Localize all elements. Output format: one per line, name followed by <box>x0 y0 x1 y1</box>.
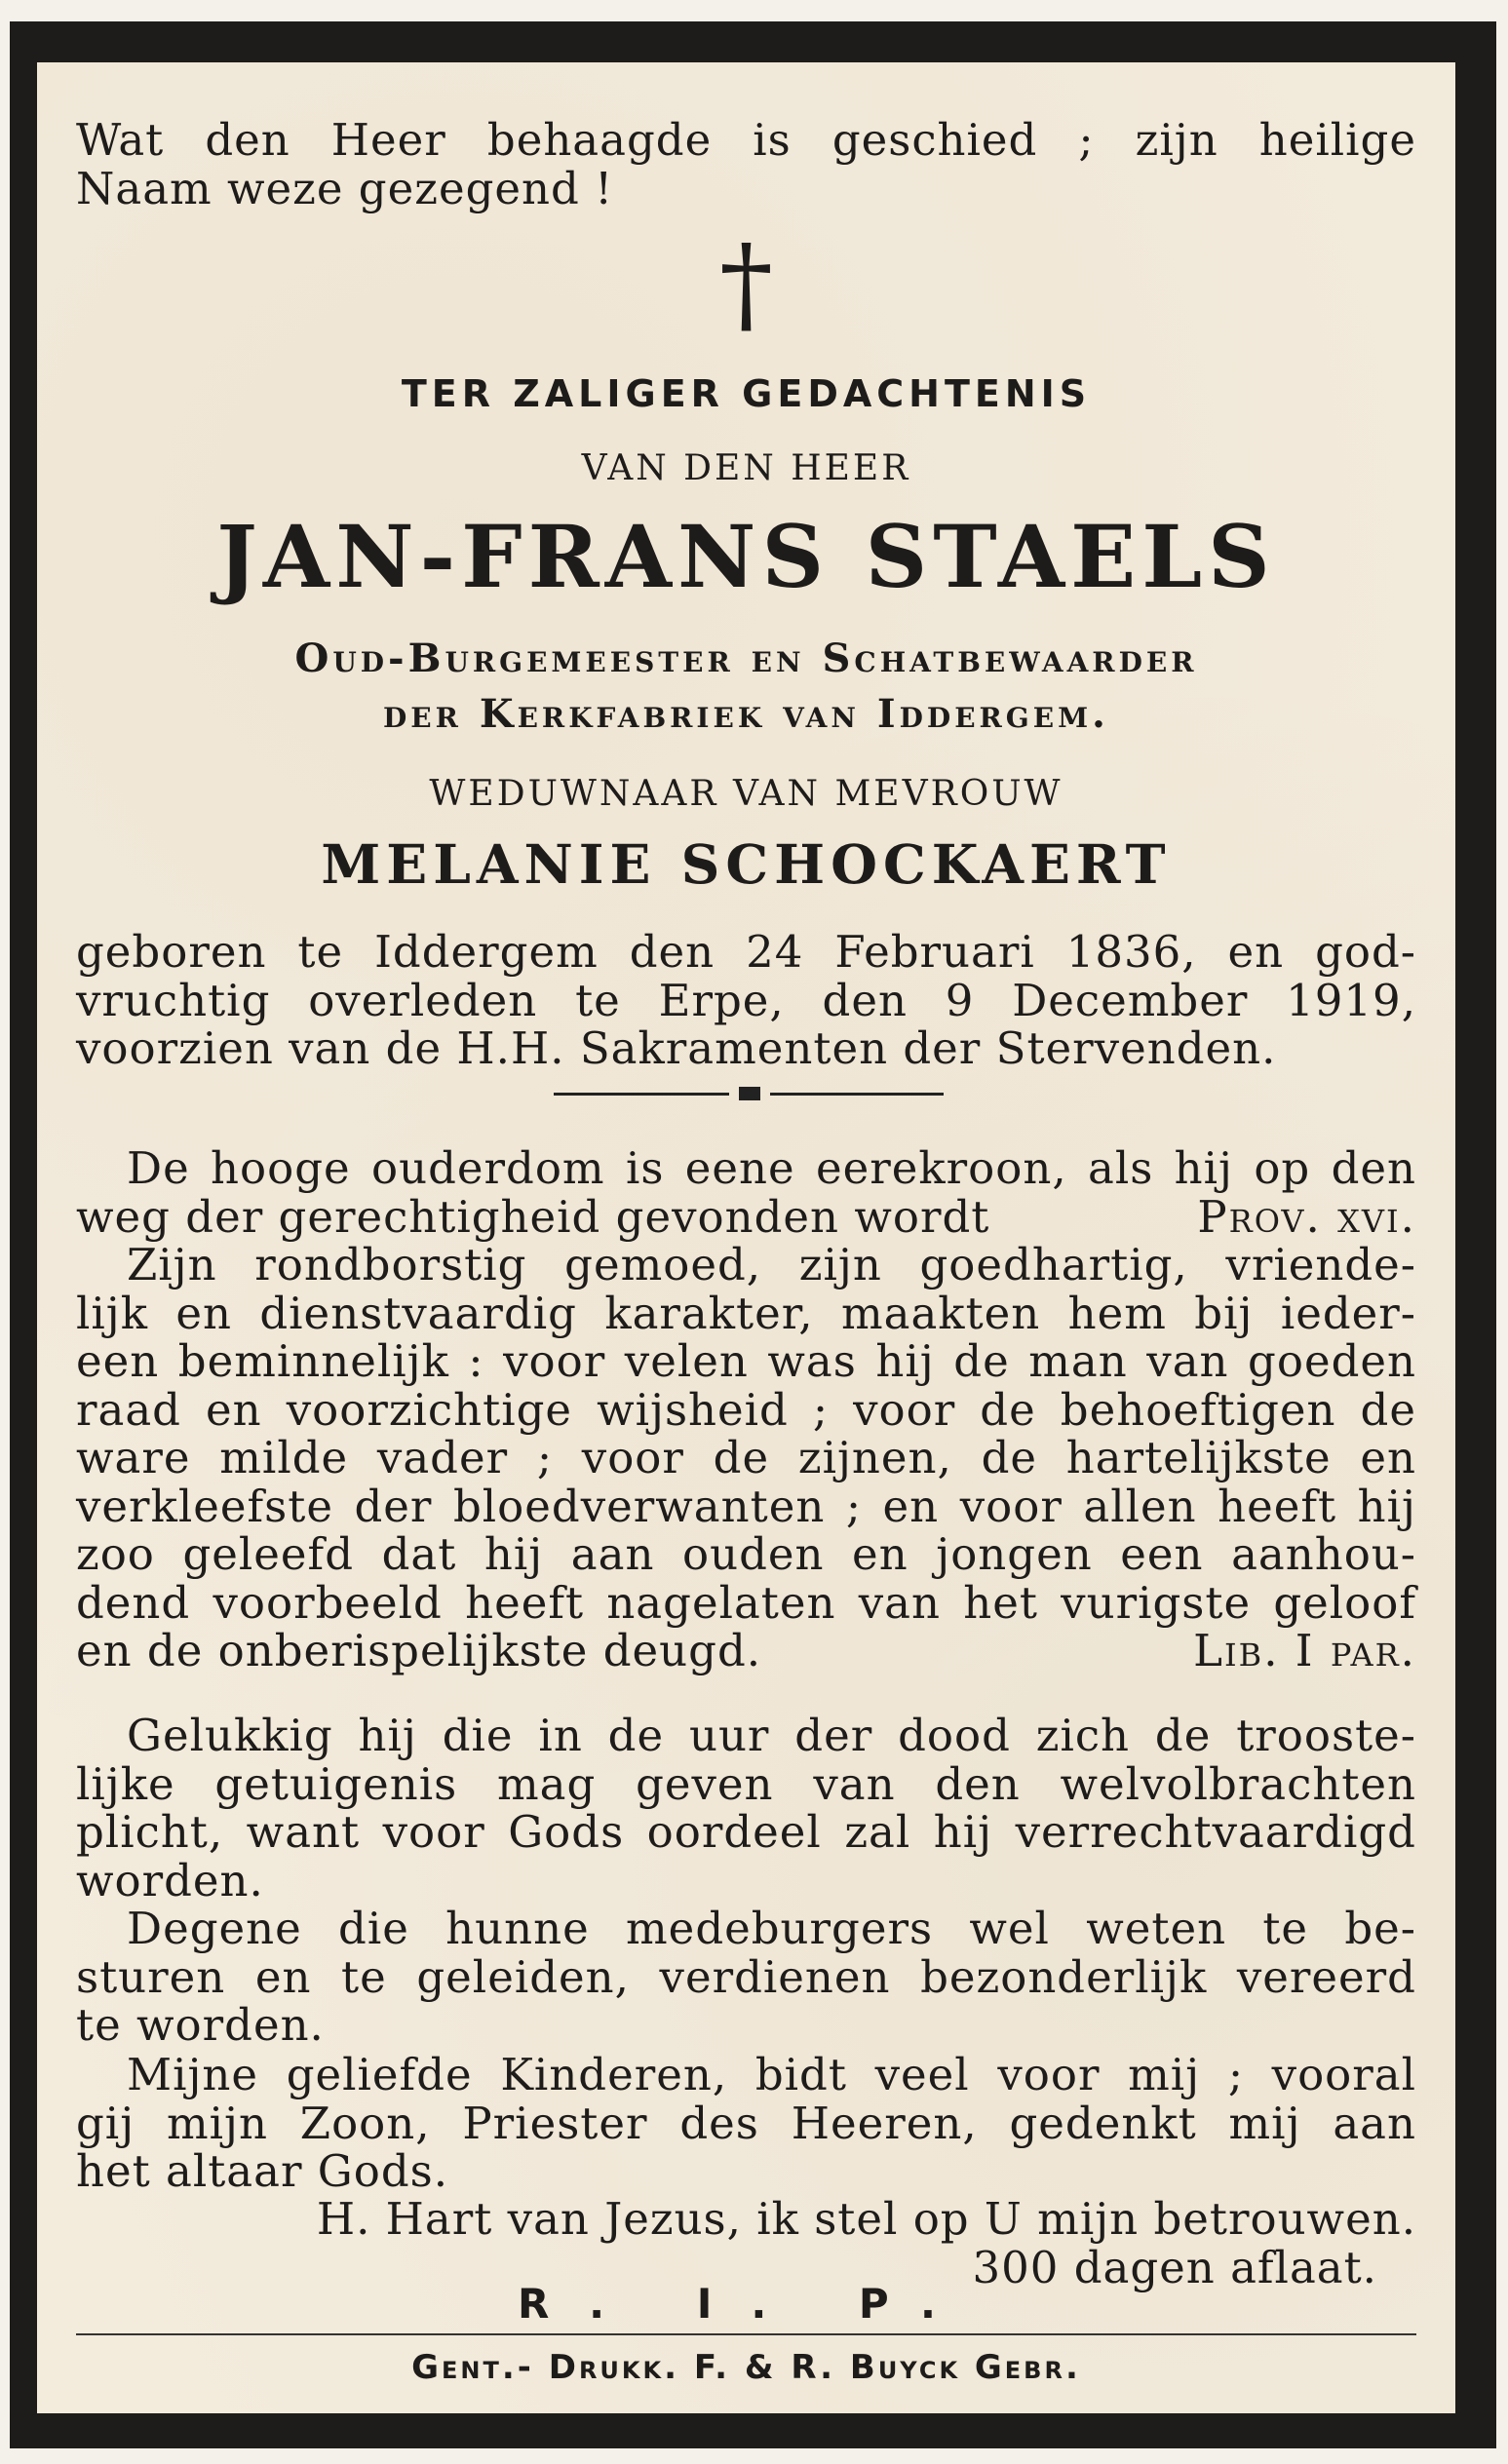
memorial-card <box>10 21 1496 2448</box>
eulogy-line: Zijn rondborstig gemoed, zijn goedhartig, vriende- <box>127 1239 1416 1290</box>
proverb-reference: Prov. xvi. <box>1197 1190 1416 1243</box>
duty-line: Gelukkig hij die in de uur der dood zich de trooste- <box>127 1710 1416 1761</box>
role-line-1: Oud-Burgemeester en Schatbewaarder <box>294 635 1198 681</box>
governors-line: sturen en te geleiden, verdienen bezonderlijk vereerd <box>76 1950 1416 2003</box>
eulogy-last-line: en de onberispelijkste deugd. <box>76 1625 762 1676</box>
prayer-line: H. Hart van Jezus, ik stel op U mijn betrouwen. <box>316 2193 1416 2245</box>
governors-line: Degene die hunne medeburgers wel weten te be- <box>127 1903 1416 1954</box>
deceased-name: JAN-FRANS STAELS <box>216 506 1276 607</box>
divider-dash-right <box>770 1093 944 1096</box>
governors-last-line: te worden. <box>76 1999 325 2051</box>
eulogy-line: verkleefste der bloedverwanten ; en voor allen heeft hij <box>76 1480 1416 1532</box>
footer-rule <box>76 2333 1416 2335</box>
card-paper <box>37 62 1455 2413</box>
proverb-line-2-row <box>76 1190 1416 1243</box>
governors-paragraph <box>76 1905 1416 2050</box>
proverb-line-2: weg der gerechtigheid gevonden wordt <box>76 1190 990 1243</box>
duty-paragraph <box>76 1712 1416 1905</box>
children-line: gij mijn Zoon, Priester des Heeren, gedenkt mij aan <box>76 2097 1416 2149</box>
children-paragraph <box>76 2051 1416 2196</box>
ornament-divider <box>554 1093 944 1097</box>
birth-death-line: vruchtig overleden te Erpe, den 9 December 1919, <box>76 974 1416 1026</box>
birth-death-line: voorzien van de H.H. Sakramenten der Stervenden. <box>76 1022 1277 1074</box>
wife-name: MELANIE SCHOCKAERT <box>321 832 1172 896</box>
of-mister-line: VAN DEN HEER <box>581 448 911 488</box>
children-line: Mijne geliefde Kinderen, bidt veel voor mij ; vooral <box>127 2049 1416 2100</box>
eulogy-line: dend voorbeeld heeft nagelaten van het vurigste geloof <box>76 1576 1416 1629</box>
printer-credit: Gent.- Drukk. F. & R. Buyck Gebr. <box>411 2348 1081 2387</box>
children-last-line: het altaar Gods. <box>76 2145 449 2197</box>
eulogy-reference: Lib. I par. <box>1193 1625 1416 1676</box>
birth-death-text <box>76 928 1416 1073</box>
duty-line: plicht, want voor Gods oordeel zal hij verrechtvaardigd <box>76 1806 1416 1858</box>
divider-dash-left <box>554 1093 729 1096</box>
memorial-heading: TER ZALIGER GEDACHTENIS <box>401 372 1092 415</box>
role-line-2: der Kerkfabriek van Iddergem. <box>383 691 1109 737</box>
eulogy-line: zoo geleefd dat hij aan ouden en jongen een aanhou- <box>76 1528 1416 1580</box>
birth-death-line: geboren te Iddergem den 24 Februari 1836, en god- <box>76 926 1416 978</box>
duty-line: lijke getuigenis mag geven van den welvolbrachten <box>76 1757 1416 1810</box>
eulogy-line: lijk en dienstvaardig karakter, maakten hem bij ieder- <box>76 1287 1416 1339</box>
opening-verse <box>76 116 1416 212</box>
eulogy-line: raad en voorzichtige wijsheid ; voor de behoeftigen de <box>76 1383 1416 1436</box>
opening-line-2: Naam weze gezegend ! <box>76 162 614 214</box>
eulogy-line: een beminnelijk : voor velen was hij de man van goeden <box>76 1335 1416 1387</box>
indulgence-line: 300 dagen aflaat. <box>972 2241 1377 2293</box>
widower-line: WEDUWNAAR VAN MEVROUW <box>429 774 1063 814</box>
duty-last-line: worden. <box>76 1854 264 1906</box>
prayer-block <box>76 2195 1416 2291</box>
proverb-line-1: De hooge ouderdom is eene eerekroon, als hij op den <box>127 1142 1416 1194</box>
opening-line-1: Wat den Heer behaagde is geschied ; zijn heilige <box>76 114 1416 166</box>
cross-icon: † <box>719 221 773 346</box>
eulogy-paragraph <box>76 1241 1416 1675</box>
divider-dot <box>739 1087 760 1100</box>
eulogy-line: ware milde vader ; voor de zijnen, de hartelijkste en <box>76 1432 1416 1483</box>
rip-text: R. I. P. <box>518 2280 975 2328</box>
proverb-paragraph <box>76 1144 1416 1241</box>
eulogy-last-row <box>76 1627 1416 1675</box>
